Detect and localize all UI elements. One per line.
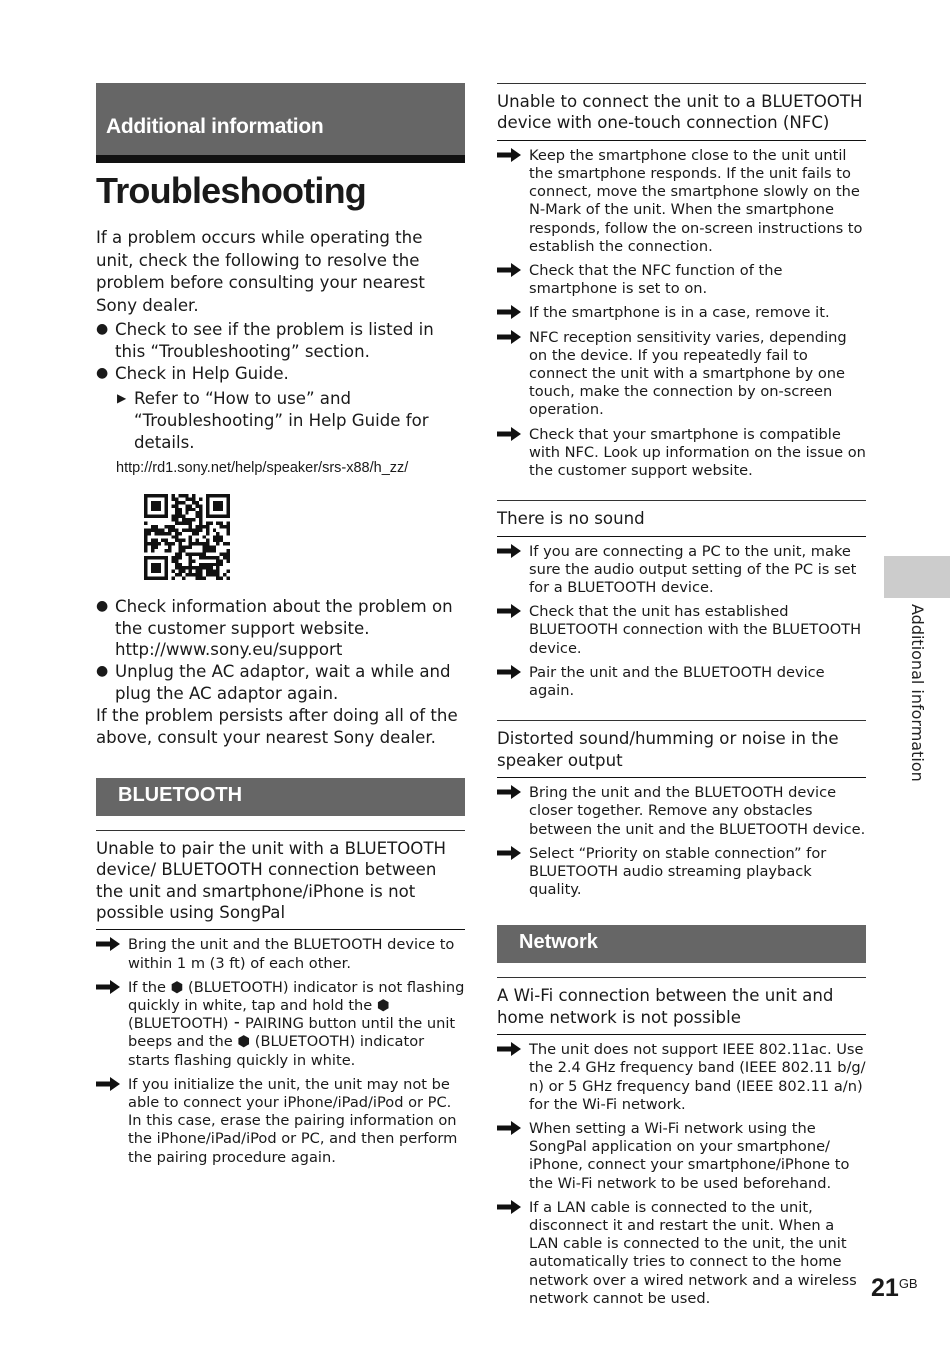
answer-item: [497, 262, 866, 298]
section-label: Additional information: [106, 115, 324, 138]
answer-text: Keep the smartphone close to the unit until the smartphone responds. If the unit fails to connect, move the smartphone slowly on the N-Mark of the unit. When the smartphone responds, follow the on-screen instructions to establish the connection.: [529, 146, 863, 255]
page-number: [871, 1274, 918, 1303]
help-url[interactable]: http://rd1.sony.net/help/speaker/srs-x88/h_zz/: [116, 459, 409, 476]
help-guide-text: Refer to “How to use” and “Troubleshooting” in Help Guide for details.: [134, 389, 429, 452]
answer-list: [497, 543, 866, 701]
bluetooth-heading-text: BLUETOOTH: [118, 783, 243, 806]
check-list-2: [96, 596, 465, 705]
problem-title: A Wi-Fi connection between the unit and home network is not possible: [497, 978, 866, 1035]
arrow-right-icon: [497, 665, 521, 679]
check-list: [96, 319, 465, 384]
list-item-text: Check information about the problem on the customer support website. http://www.sony.eu/support: [115, 596, 453, 660]
pair-problem: [96, 830, 465, 1167]
network-heading-text: Network: [519, 931, 598, 954]
answer-item: [497, 426, 866, 481]
list-item: [96, 596, 465, 661]
arrow-right-icon: [497, 148, 521, 162]
arrow-right-icon: [497, 1200, 521, 1214]
problem-title: Distorted sound/humming or noise in the speaker output: [497, 721, 866, 778]
answer-item: [497, 1041, 866, 1114]
answer-item: [497, 1199, 866, 1308]
answer-text: If you initialize the unit, the unit may not be able to connect your iPhone/iPad/iPod or PC. In this case, erase the pairing information on the iPhone/iPad/iPod or PC, and then perform the pairing procedure again.: [128, 1075, 458, 1166]
arrow-right-icon: [497, 785, 521, 799]
list-item: [96, 319, 465, 363]
arrow-right-icon: [497, 263, 521, 277]
outro-text: If the problem persists after doing all of the above, consult your nearest Sony dealer.: [96, 705, 458, 748]
arrow-right-icon: [497, 1042, 521, 1056]
arrow-right-icon: [96, 937, 120, 951]
bullet-icon: ●: [96, 364, 109, 381]
side-tab-text: Additional information: [908, 604, 927, 782]
list-item: [96, 661, 465, 705]
wifi-problem: [497, 977, 866, 1308]
answer-text: Bring the unit and the BLUETOOTH device closer together. Remove any obstacles between the unit and the BLUETOOTH device.: [529, 784, 866, 838]
problem-title: Unable to connect the unit to a BLUETOOTH device with one-touch connection (NFC): [497, 84, 866, 141]
answer-item: [96, 936, 465, 972]
answer-item: [497, 603, 866, 658]
answer-list: [497, 147, 866, 480]
answer-text: If the ⬢ (BLUETOOTH) indicator is not flashing quickly in white, tap and hold the ⬢ (BLUETOOTH) ⁃ PAIRING button until the unit beeps and the ⬢ (BLUETOOTH) indicator starts flashing quickly in white.: [128, 978, 465, 1069]
arrow-right-icon: [497, 846, 521, 860]
list-item-text: Check in Help Guide.: [115, 363, 289, 383]
answer-text: When setting a Wi-Fi network using the SongPal application on your smartphone/ iPhone, connect your smartphone/iPhone to the Wi-Fi network to be used beforehand.: [529, 1119, 850, 1192]
answer-item: [497, 845, 866, 900]
list-item-text: Check to see if the problem is listed in this “Troubleshooting” section.: [115, 320, 434, 361]
answer-text: Select “Priority on stable connection” for BLUETOOTH audio streaming playback quality.: [529, 844, 827, 899]
left-column: [96, 83, 465, 1173]
section-rule: [96, 155, 465, 163]
answer-text: Bring the unit and the BLUETOOTH device to within 1 m (3 ft) of each other.: [128, 936, 455, 972]
no-sound-problem: [497, 500, 866, 700]
bullet-icon: ●: [96, 597, 109, 614]
nfc-problem: [497, 83, 866, 480]
side-tab: [884, 556, 950, 598]
section-banner: [96, 83, 465, 155]
bullet-icon: ●: [96, 663, 109, 680]
page-suffix: GB: [898, 1276, 918, 1291]
answer-text: The unit does not support IEEE 802.11ac. Use the 2.4 GHz frequency band (IEEE 802.11 b/g/ n) or 5 GHz frequency band (IEEE 802.11 a/n) for the Wi-Fi network.: [529, 1041, 866, 1113]
answer-list: [497, 784, 866, 899]
distorted-sound-problem: [497, 720, 866, 899]
answer-list: [96, 936, 465, 1166]
arrow-right-icon: [497, 305, 521, 319]
answer-item: [497, 664, 866, 700]
answer-text: If you are connecting a PC to the unit, make sure the audio output setting of the PC is set for a BLUETOOTH device.: [529, 542, 857, 597]
answer-text: If a LAN cable is connected to the unit, disconnect it and restart the unit. When a LAN cable is connected to the unit, the unit automatically tries to connect to the home network over a wired network and a wireless network cannot be used.: [529, 1198, 857, 1307]
answer-item: [497, 329, 866, 420]
page-title: Troubleshooting: [96, 170, 366, 211]
arrow-right-icon: [497, 604, 521, 618]
answer-item: [497, 304, 866, 322]
answer-text: Check that the unit has established BLUETOOTH connection with the BLUETOOTH device.: [529, 603, 862, 657]
side-tab-label: [905, 604, 929, 782]
triangle-icon: ▶: [117, 391, 127, 406]
network-heading: [497, 925, 866, 963]
arrow-right-icon: [497, 1121, 521, 1135]
problem-title: Unable to pair the unit with a BLUETOOTH device/ BLUETOOTH connection between the unit and smartphone/iPhone is not possible using SongPal: [96, 831, 465, 931]
arrow-right-icon: [497, 330, 521, 344]
answer-item: [497, 147, 866, 256]
arrow-right-icon: [96, 980, 120, 994]
answer-item: [96, 979, 465, 1070]
right-column: [497, 83, 866, 1314]
page-number-value: 21: [871, 1274, 899, 1302]
arrow-right-icon: [96, 1077, 120, 1091]
bluetooth-heading: [96, 778, 465, 816]
help-guide-note: [96, 388, 465, 453]
bullet-icon: ●: [96, 321, 109, 337]
answer-text: If the smartphone is in a case, remove it.: [529, 304, 830, 322]
answer-item: [96, 1076, 465, 1167]
answer-text: Check that your smartphone is compatible with NFC. Look up information on the issue on the customer support website.: [529, 425, 866, 480]
list-item-text: Unplug the AC adaptor, wait a while and plug the AC adaptor again.: [115, 662, 451, 703]
problem-title: There is no sound: [497, 501, 866, 536]
answer-item: [497, 784, 866, 839]
arrow-right-icon: [497, 427, 521, 441]
answer-text: NFC reception sensitivity varies, depending on the device. If you repeatedly fail to connect the unit with a smartphone by one touch, make the connection by on-screen operation.: [529, 328, 847, 419]
answer-item: [497, 1120, 866, 1193]
answer-item: [497, 543, 866, 598]
intro-text: If a problem occurs while operating the unit, check the following to resolve the problem before consulting your nearest Sony dealer.: [96, 228, 425, 315]
answer-list: [497, 1041, 866, 1308]
answer-text: Pair the unit and the BLUETOOTH device again.: [529, 663, 825, 700]
qr-code-icon: [144, 494, 230, 580]
answer-text: Check that the NFC function of the smartphone is set to on.: [529, 262, 783, 298]
arrow-right-icon: [497, 544, 521, 558]
list-item: [96, 363, 465, 385]
